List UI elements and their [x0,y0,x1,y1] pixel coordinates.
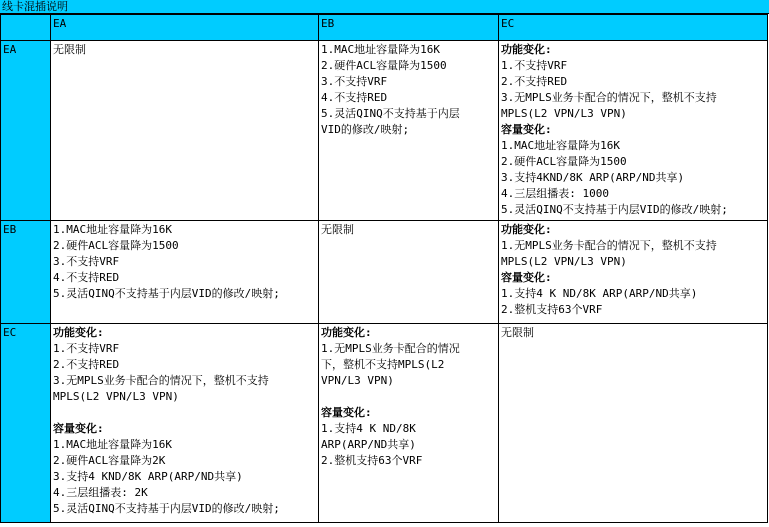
cell-ea-eb [319,41,499,221]
section-heading: 容量变化: [321,406,372,419]
section-heading: 容量变化: [501,271,552,284]
table-row [1,221,768,324]
cell-line: VPN/L3 VPN) [321,374,394,387]
cell-line: ARP(ARP/ND共享) [321,438,416,451]
compatibility-matrix [0,14,768,523]
cell-line: MPLS(L2 VPN/L3 VPN) [53,390,179,403]
cell-eb-eb [319,221,499,324]
table-row [1,41,768,221]
section-heading: 功能变化: [501,43,552,56]
column-header-eb: EB [319,15,499,41]
cell-line: 4.不支持RED [321,91,388,104]
sheet-title: 线卡混插说明 [0,0,769,14]
cell-line: 3.无MPLS业务卡配合的情况下，整机不支持 [53,374,269,387]
corner-cell [1,15,51,41]
cell-line: 下，整机不支持MPLS(L2 [321,358,445,371]
cell-line: 2.整机支持63个VRF [321,454,423,467]
cell-line: 1.MAC地址容量降为16K [501,139,620,152]
column-header-ec: EC [499,15,768,41]
cell-eb-ea [51,221,319,324]
cell-line: 2.不支持RED [53,358,120,371]
cell-line: 3.无MPLS业务卡配合的情况下，整机不支持 [501,91,717,104]
cell-ec-ec [499,324,768,523]
cell-line: 4.三层组播表: 1000 [501,187,609,200]
cell-line: 2.硬件ACL容量降为2K [53,454,166,467]
row-header-ea: EA [1,41,51,221]
cell-line: 1.无MPLS业务卡配合的情况下，整机不支持 [501,239,717,252]
cell-line: 1.无MPLS业务卡配合的情况 [321,342,460,355]
cell-line: 2.整机支持63个VRF [501,303,603,316]
cell-line: 3.支持4KND/8K ARP(ARP/ND共享) [501,171,685,184]
cell-eb-ec [499,221,768,324]
cell-line: 3.不支持VRF [321,75,388,88]
cell-line: 无限制 [321,223,354,236]
section-heading: 容量变化: [501,123,552,136]
cell-ea-ea [51,41,319,221]
cell-line: 1.不支持VRF [53,342,120,355]
column-header-ea: EA [51,15,319,41]
cell-line: 1.支持4 K ND/8K [321,422,416,435]
cell-line: 1.MAC地址容量降为16K [53,223,172,236]
cell-line: 4.三层组播表: 2K [53,486,148,499]
cell-line: 5.灵活QINQ不支持基于内层VID的修改/映射; [501,203,728,216]
cell-line: 无限制 [53,43,86,56]
cell-line: 5.灵活QINQ不支持基于内层 [321,107,460,120]
cell-line: 无限制 [501,326,534,339]
cell-line: 3.支持4 KND/8K ARP(ARP/ND共享) [53,470,243,483]
cell-line: MPLS(L2 VPN/L3 VPN) [501,255,627,268]
cell-line: MPLS(L2 VPN/L3 VPN) [501,107,627,120]
cell-ec-eb [319,324,499,523]
cell-line: 1.MAC地址容量降为16K [321,43,440,56]
section-heading: 功能变化: [53,326,104,339]
cell-line: 3.不支持VRF [53,255,120,268]
cell-ec-ea [51,324,319,523]
cell-line: 4.不支持RED [53,271,120,284]
table-row [1,324,768,523]
section-heading: 容量变化: [53,422,104,435]
cell-line: 2.硬件ACL容量降为1500 [53,239,179,252]
cell-line: 2.硬件ACL容量降为1500 [501,155,627,168]
cell-line [53,405,316,421]
cell-ea-ec [499,41,768,221]
cell-line: 1.不支持VRF [501,59,568,72]
section-heading: 功能变化: [501,223,552,236]
row-header-ec: EC [1,324,51,523]
header-row [1,15,768,41]
cell-line: 5.灵活QINQ不支持基于内层VID的修改/映射; [53,287,280,300]
cell-line: VID的修改/映射; [321,123,410,136]
cell-line: 5.灵活QINQ不支持基于内层VID的修改/映射; [53,502,280,515]
cell-line: 2.不支持RED [501,75,568,88]
cell-line [321,389,496,405]
section-heading: 功能变化: [321,326,372,339]
cell-line: 2.硬件ACL容量降为1500 [321,59,447,72]
row-header-eb: EB [1,221,51,324]
cell-line: 1.支持4 K ND/8K ARP(ARP/ND共享) [501,287,698,300]
cell-line: 1.MAC地址容量降为16K [53,438,172,451]
